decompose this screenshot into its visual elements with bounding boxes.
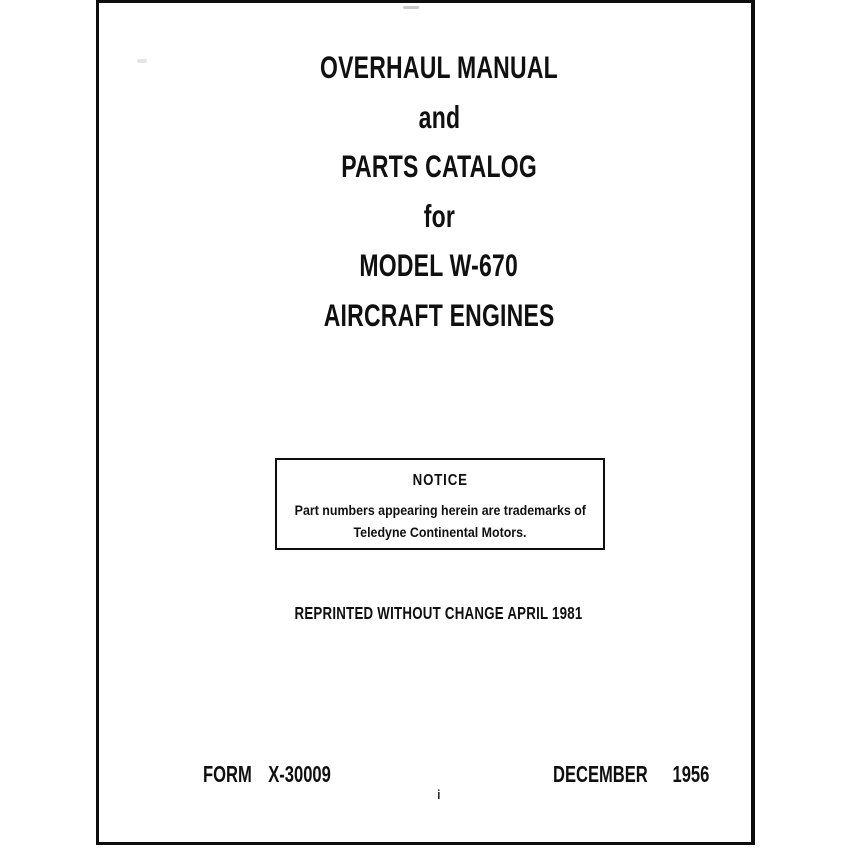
cover-title-line-text: and xyxy=(418,98,460,135)
notice-box xyxy=(275,458,605,550)
notice-body-line xyxy=(277,522,603,544)
manual-cover-page xyxy=(96,0,755,845)
cover-title-line-text: for xyxy=(423,197,455,234)
notice-heading xyxy=(277,472,603,490)
form-number: FORM X-30009 xyxy=(203,761,331,787)
page-number xyxy=(127,787,751,802)
page-number-text: i xyxy=(437,787,441,802)
cover-title-line xyxy=(127,241,751,291)
cover-title-line xyxy=(127,142,751,192)
reprint-notice-text: REPRINTED WITHOUT CHANGE APRIL 1981 xyxy=(294,603,584,623)
notice-body xyxy=(277,500,603,544)
notice-heading-text: NOTICE xyxy=(412,472,468,489)
cover-title-line xyxy=(127,93,751,143)
cover-title-line xyxy=(127,43,751,93)
cover-title-line-text: PARTS CATALOG xyxy=(341,148,537,184)
cover-title-line-text: OVERHAUL MANUAL xyxy=(320,49,558,85)
publication-date: DECEMBER 1956 xyxy=(553,761,710,787)
cover-title-line-text: AIRCRAFT ENGINES xyxy=(323,296,555,333)
notice-body-line-text: Part numbers appearing herein are trademarks of xyxy=(294,503,586,518)
scan-speck xyxy=(403,6,419,9)
cover-title-line xyxy=(127,192,751,242)
reprint-notice xyxy=(127,603,751,624)
cover-title-line xyxy=(127,291,751,341)
cover-title xyxy=(127,43,751,340)
notice-body-line-text: Teledyne Continental Motors. xyxy=(353,525,527,540)
cover-title-line-text: MODEL W-670 xyxy=(359,247,519,283)
notice-body-line xyxy=(277,500,603,522)
